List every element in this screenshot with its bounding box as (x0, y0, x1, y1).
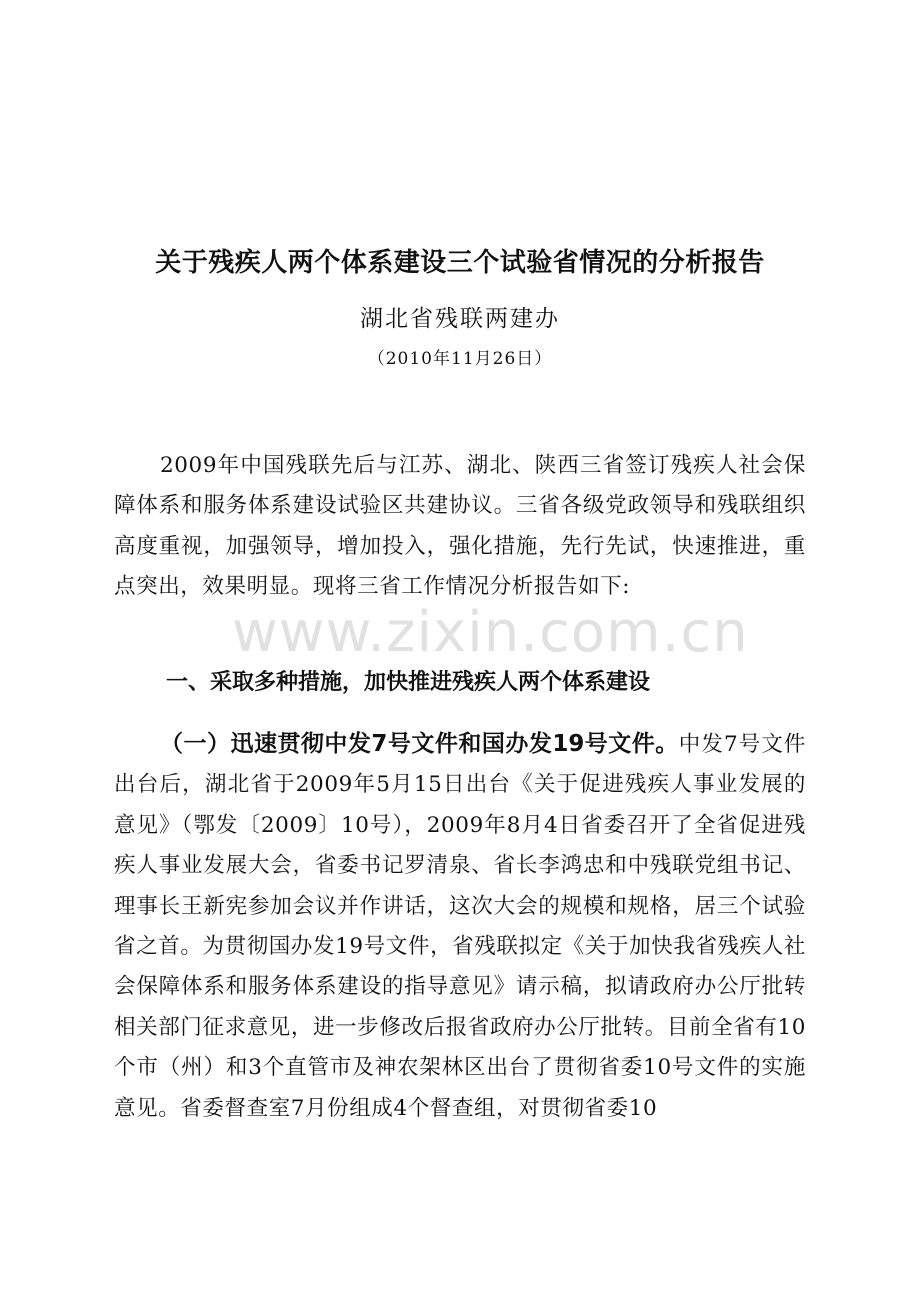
subsection-body: 中发7号文件出台后，湖北省于2009年5月15日出台《关于促进残疾人事业发展的意见》（鄂发〔2009〕10号），2009年8月4日省委召开了全省促进残疾人事业发展大会，省委书记罗清泉、省长李鸿忠和中残联党组书记、理事长王新宪参加会议并作讲话，这次大会的规模和规格，居三个试验省之首。为贯彻国办发19号文件，省残联拟定《关于加快我省残疾人社会保障体系和服务体系建设的指导意见》请示稿，拟请政府办公厅批转相关部门征求意见，进一步修改后报省政府办公厅批转。目前全省有10个市（州）和3个直管市及神农架林区出台了贯彻省委10号文件的实施意见。省委督查室7月份组成4个督查组，对贯彻省委10 (114, 732, 807, 1121)
watermark: www.zixin.com.cn (232, 600, 749, 665)
document-title: 关于残疾人两个体系建设三个试验省情况的分析报告 (155, 248, 765, 278)
subsection-lead: （一）迅速贯彻中发7号文件和国办发19号文件。 (160, 731, 679, 757)
intro-paragraph: 2009年中国残联先后与江苏、湖北、陕西三省签订残疾人社会保障体系和服务体系建设试验区共建协议。三省各级党政领导和残联组织高度重视，加强领导，增加投入，强化措施，先行先试，快速推进，重点突出，效果明显。现将三省工作情况分析报告如下: (114, 453, 806, 600)
section-heading: 一、采取多种措施，加快推进残疾人两个体系建设 (166, 670, 651, 695)
section-paragraph (114, 724, 806, 1129)
issuing-organization: 湖北省残联两建办 (360, 306, 560, 332)
document-date: （2010年11月26日） (367, 349, 553, 369)
